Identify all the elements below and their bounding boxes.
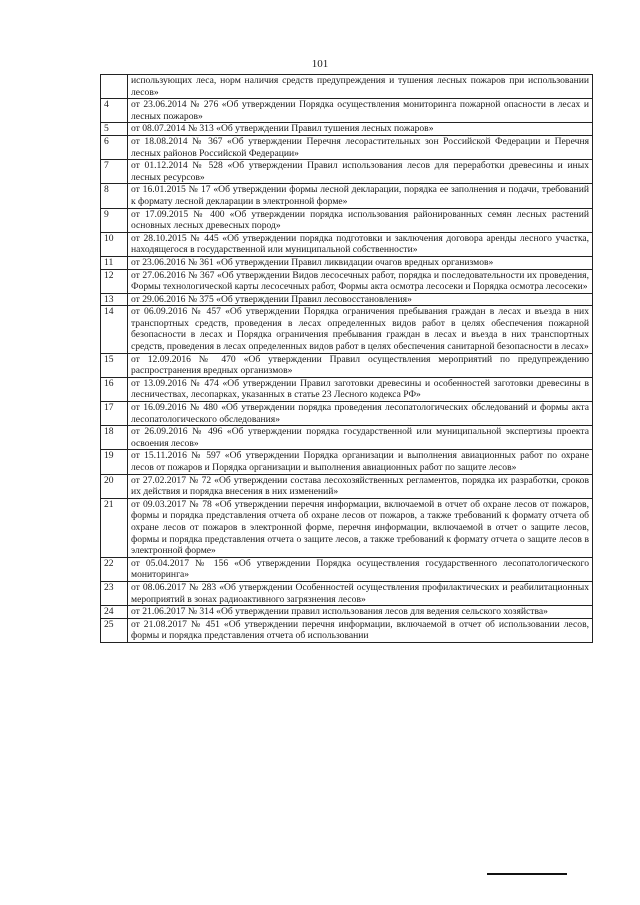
- row-number: 10: [101, 232, 128, 256]
- table-row: [101, 184, 593, 208]
- footer-rule: [487, 873, 567, 875]
- table-row: [101, 269, 593, 293]
- row-number: 7: [101, 160, 128, 184]
- table-row: [101, 498, 593, 557]
- row-number: 24: [101, 606, 128, 619]
- row-text: от 13.09.2016 № 474 «Об утверждении Правил заготовки древесины и особенностей заготовки древесины в лесничествах, лесопарках, указанных в статье 23 Лесного кодекса РФ»: [128, 377, 593, 401]
- row-number: 25: [101, 618, 128, 642]
- table-row: [101, 450, 593, 474]
- row-text: от 27.06.2016 № 367 «Об утверждении Видов лесосечных работ, порядка и последовательности их проведения, Формы технологической карты лесосечных работ, Формы акта осмотра лесосеки и Порядка осмотра лесосеки»: [128, 269, 593, 293]
- table-row: [101, 160, 593, 184]
- table-row: [101, 135, 593, 159]
- row-text: от 27.02.2017 № 72 «Об утверждении состава лесохозяйственных регламентов, порядка их разработки, сроков их действия и порядка внесения в них изменений»: [128, 474, 593, 498]
- row-text: от 16.01.2015 № 17 «Об утверждении формы лесной декларации, порядка ее заполнения и подачи, требований к формату лесной декларации в электронной форме»: [128, 184, 593, 208]
- row-number: 23: [101, 581, 128, 605]
- row-number: 13: [101, 293, 128, 306]
- row-number: 21: [101, 498, 128, 557]
- row-text: от 09.03.2017 № 78 «Об утверждении перечня информации, включаемой в отчет об охране лесов от пожаров, формы и порядка представления отчета об охране лесов от пожаров, а также требований к формату отчета об охране лесов от пожаров в электронной форме, перечня информации, включаемой в отчет о защите лесов, формы и порядка представления отчета о защите лесов, а также требований к формату отчета о защите лесов в электронной форме»: [128, 498, 593, 557]
- table-row: [101, 293, 593, 306]
- row-number: 8: [101, 184, 128, 208]
- table-row: [101, 123, 593, 136]
- table-row: [101, 474, 593, 498]
- table-row: [101, 377, 593, 401]
- table-row: [101, 306, 593, 353]
- table-row: [101, 208, 593, 232]
- row-text: от 08.06.2017 № 283 «Об утверждении Особенностей осуществления профилактических и реабилитационных мероприятий в зонах радиоактивного загрязнения лесов»: [128, 581, 593, 605]
- row-text: от 06.09.2016 № 457 «Об утверждении Порядка ограничения пребывания граждан в лесах и въезда в них транспортных средств, проведения в лесах определенных видов работ в целях обеспечения пожарной безопасности в лесах и Порядка ограничения пребывания граждан в лесах и въезда в них транспортных средств, проведения в лесах определенных видов работ в целях обеспечения санитарной безопасности в лесах»: [128, 306, 593, 353]
- row-text: от 28.10.2015 № 445 «Об утверждении порядка подготовки и заключения договора аренды лесного участка, находящегося в государственной или муниципальной собственности»: [128, 232, 593, 256]
- row-number: [101, 75, 128, 99]
- row-number: 11: [101, 256, 128, 269]
- table-row: [101, 581, 593, 605]
- table-row: [101, 232, 593, 256]
- row-number: 9: [101, 208, 128, 232]
- row-number: 19: [101, 450, 128, 474]
- row-number: 18: [101, 426, 128, 450]
- row-text: от 15.11.2016 № 597 «Об утверждении Порядка организации и выполнения авиационных работ по охране лесов от пожаров и Порядка организации и выполнения авиационных работ по защите лесов»: [128, 450, 593, 474]
- row-number: 17: [101, 402, 128, 426]
- table-row: [101, 99, 593, 123]
- row-text: от 26.09.2016 № 496 «Об утверждении порядка государственной или муниципальной экспертизы проекта освоения лесов»: [128, 426, 593, 450]
- row-text: от 18.08.2014 № 367 «Об утверждении Перечня лесорастительных зон Российской Федерации и Перечня лесных районов Российской Федерации»: [128, 135, 593, 159]
- row-text: от 16.09.2016 № 480 «Об утверждении порядка проведения лесопатологических обследований и формы акта лесопатологического обследования»: [128, 402, 593, 426]
- row-number: 15: [101, 353, 128, 377]
- row-text: от 23.06.2014 № 276 «Об утверждении Порядка осуществления мониторинга пожарной опасности в лесах и лесных пожаров»: [128, 99, 593, 123]
- row-number: 5: [101, 123, 128, 136]
- page-number: 101: [311, 58, 329, 70]
- table-row: [101, 618, 593, 642]
- table-row: [101, 402, 593, 426]
- row-text: от 17.09.2015 № 400 «Об утверждении порядка использования районированных семян лесных растений основных лесных древесных пород»: [128, 208, 593, 232]
- table-row: [101, 75, 593, 99]
- row-number: 4: [101, 99, 128, 123]
- table-row: [101, 606, 593, 619]
- row-text: использующих леса, норм наличия средств предупреждения и тушения лесных пожаров при использовании лесов»: [128, 75, 593, 99]
- table-body: [101, 75, 593, 643]
- regulations-table: [100, 74, 593, 643]
- row-number: 20: [101, 474, 128, 498]
- row-text: от 29.06.2016 № 375 «Об утверждении Правил лесовосстановления»: [128, 293, 593, 306]
- row-text: от 05.04.2017 № 156 «Об утверждении Порядка осуществления государственного лесопатологического мониторинга»: [128, 557, 593, 581]
- row-number: 6: [101, 135, 128, 159]
- row-text: от 21.06.2017 № 314 «Об утверждении правил использования лесов для ведения сельского хозяйства»: [128, 606, 593, 619]
- row-text: от 12.09.2016 № 470 «Об утверждении Правил осуществления мероприятий по предупреждению распространения вредных организмов»: [128, 353, 593, 377]
- row-text: от 21.08.2017 № 451 «Об утверждении перечня информации, включаемой в отчет об использовании лесов, формы и порядка представления отчета об использовании: [128, 618, 593, 642]
- table-row: [101, 426, 593, 450]
- row-text: от 01.12.2014 № 528 «Об утверждении Правил использования лесов для переработки древесины и иных лесных ресурсов»: [128, 160, 593, 184]
- row-text: от 23.06.2016 № 361 «Об утверждении Правил ликвидации очагов вредных организмов»: [128, 256, 593, 269]
- row-number: 12: [101, 269, 128, 293]
- table-row: [101, 353, 593, 377]
- row-number: 22: [101, 557, 128, 581]
- table-row: [101, 557, 593, 581]
- table-row: [101, 256, 593, 269]
- row-number: 16: [101, 377, 128, 401]
- row-number: 14: [101, 306, 128, 353]
- row-text: от 08.07.2014 № 313 «Об утверждении Правил тушения лесных пожаров»: [128, 123, 593, 136]
